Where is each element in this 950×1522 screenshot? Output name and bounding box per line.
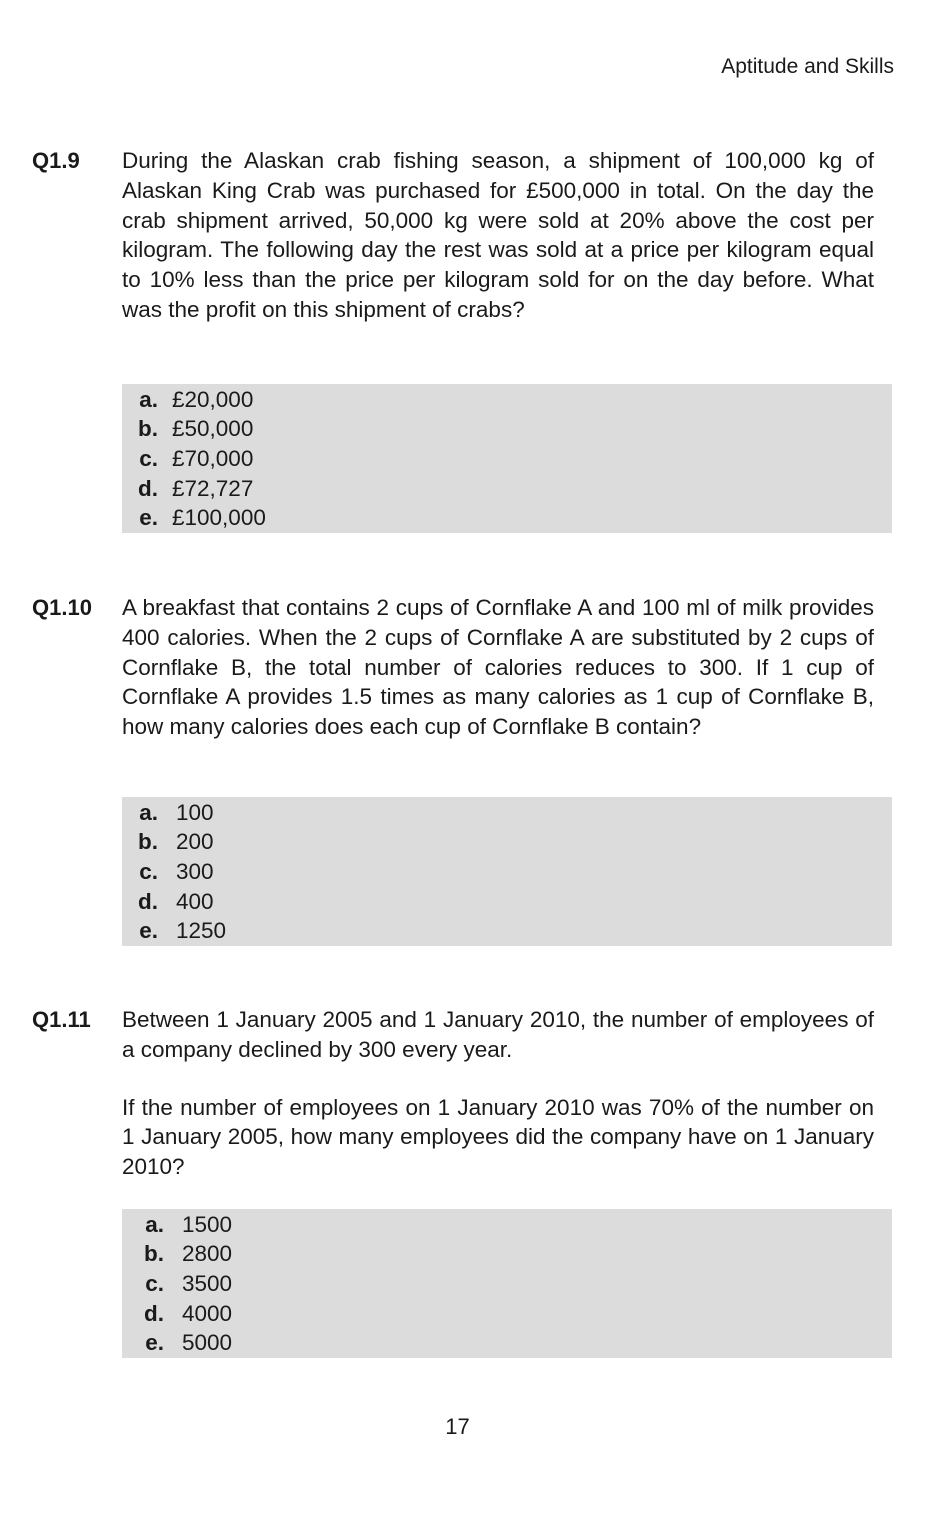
answer-option — [122, 385, 892, 415]
answer-option — [122, 415, 892, 445]
answer-letter: b. — [138, 416, 158, 442]
answer-letter: e. — [139, 505, 158, 531]
question-number: Q1.11 — [32, 1007, 91, 1032]
answer-value: 5000 — [182, 1330, 233, 1356]
answer-option — [122, 1240, 892, 1270]
answer-value: £72,727 — [172, 475, 254, 501]
running-head: Aptitude and Skills — [721, 55, 894, 78]
answer-value: 300 — [176, 858, 214, 884]
question-paragraph: During the Alaskan crab fishing season, a shipment of 100,000 kg of Alaskan King Crab was purchased for £500,000 in total. On the day the crab shipment arrived, 50,000 kg were sold at 20% above the cost per kilogram. The following day the rest was sold at a price per kilogram equal to 10% less than the price per kilogram sold for on the day before. What was the profit on this shipment of crabs? — [122, 148, 874, 322]
answer-option — [122, 1299, 892, 1329]
question-paragraph: Between 1 January 2005 and 1 January 2010, the number of employees of a company declined by 300 every year. — [122, 1007, 874, 1062]
question-paragraph: A breakfast that contains 2 cups of Cornflake A and 100 ml of milk provides 400 calories. When the 2 cups of Cornflake A are substituted by 2 cups of Cornflake B, the total number of calories reduces to 300. If 1 cup of Cornflake A provides 1.5 times as many calories as 1 cup of Cornflake B, how many calories does each cup of Cornflake B contain? — [122, 595, 874, 740]
answer-value: £100,000 — [172, 505, 266, 531]
answer-letter: c. — [145, 1270, 164, 1296]
answer-letter: e. — [139, 918, 158, 944]
answer-letter: d. — [138, 475, 158, 501]
question-text — [122, 1005, 874, 1182]
answer-letter: c. — [139, 445, 158, 471]
answer-options-q1-11 — [122, 1209, 892, 1358]
answer-value: 200 — [176, 829, 214, 855]
answer-value: 4000 — [182, 1300, 233, 1326]
answer-letter: d. — [144, 1300, 164, 1326]
question-number: Q1.10 — [32, 595, 92, 620]
answer-value: £50,000 — [172, 416, 254, 442]
answer-letter: a. — [145, 1211, 164, 1237]
answer-letter: a. — [139, 799, 158, 825]
answer-option — [122, 828, 892, 858]
answer-letter: b. — [144, 1241, 164, 1267]
answer-option — [122, 503, 892, 533]
answer-option — [122, 1328, 892, 1358]
answer-value: 3500 — [182, 1270, 233, 1296]
answer-option — [122, 1269, 892, 1299]
answer-option — [122, 444, 892, 474]
answer-value: 400 — [176, 888, 214, 914]
answer-option — [122, 916, 892, 946]
answer-value: £70,000 — [172, 445, 254, 471]
question-text — [122, 146, 874, 325]
answer-options-q1-10 — [122, 797, 892, 946]
answer-letter: d. — [138, 888, 158, 914]
answer-value: 2800 — [182, 1241, 233, 1267]
answer-letter: c. — [139, 858, 158, 884]
page-number: 17 — [445, 1414, 470, 1439]
question-text — [122, 593, 874, 742]
answer-options-q1-9 — [122, 384, 892, 533]
answer-value: 100 — [176, 799, 214, 825]
answer-letter: a. — [139, 386, 158, 412]
question-number: Q1.9 — [32, 148, 80, 173]
answer-option — [122, 887, 892, 917]
answer-option — [122, 857, 892, 887]
answer-value: £20,000 — [172, 386, 254, 412]
answer-option — [122, 474, 892, 504]
answer-option — [122, 1210, 892, 1240]
answer-value: 1250 — [176, 918, 227, 944]
question-paragraph: If the number of employees on 1 January 2010 was 70% of the number on 1 January 2005, how many employees did the company have on 1 January 2010? — [122, 1094, 874, 1180]
answer-letter: b. — [138, 829, 158, 855]
answer-option — [122, 798, 892, 828]
answer-letter: e. — [145, 1330, 164, 1356]
answer-value: 1500 — [182, 1211, 233, 1237]
